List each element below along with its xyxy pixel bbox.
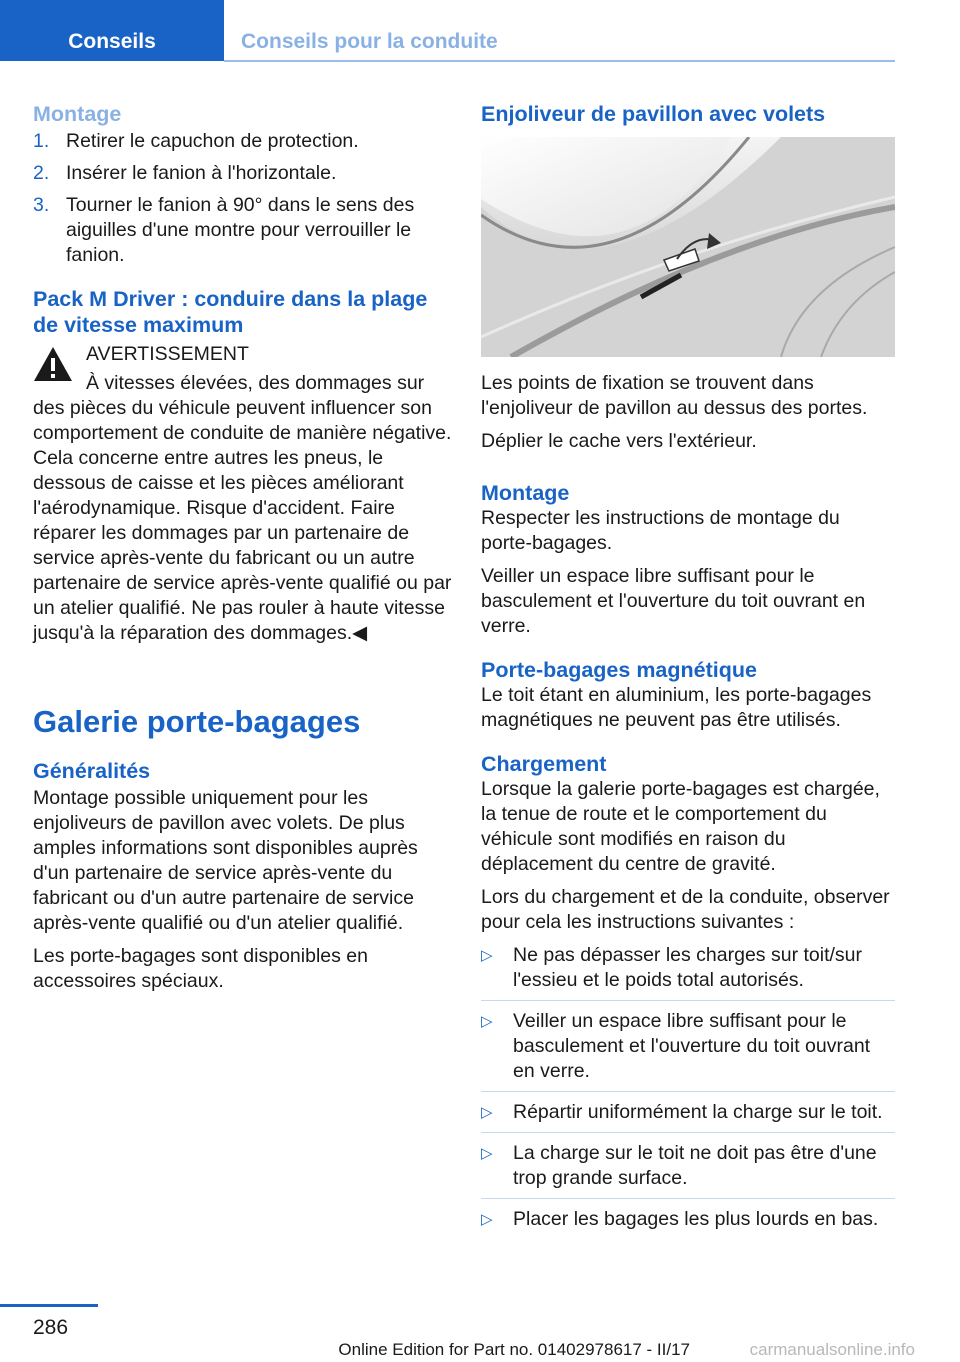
left-column: [33, 101, 453, 1002]
magnetique-paragraph: Le toit étant en aluminium, les porte-bagages magnétiques ne peuvent pas être utilisés.: [481, 684, 872, 731]
magnetique-heading: Porte-bagages magnétique: [481, 658, 757, 682]
warning-title: AVERTISSEMENT: [86, 343, 249, 365]
end-mark-icon: ◀: [352, 622, 368, 644]
watermark: carmanualsonline.info: [749, 1340, 915, 1359]
step-text: Retirer le capuchon de protection.: [66, 130, 359, 152]
generalites-heading: Généralités: [33, 759, 151, 783]
montage-heading: Montage: [33, 102, 122, 126]
chargement-list: [481, 943, 895, 1239]
pack-m-driver-heading: Pack M Driver : conduire dans la plage de vitesse maximum: [33, 287, 428, 337]
accessoires-paragraph: Les porte-bagages sont disponibles en accessoires spéciaux.: [33, 945, 368, 992]
triangle-right-icon: ▷: [481, 947, 493, 964]
montage-right-paragraph-2: Veiller un espace libre suffisant pour le basculement et l'ouverture du toit ouvrant en verre.: [481, 565, 866, 637]
list-item: [481, 1100, 895, 1133]
step-text: Tourner le fanion à 90° dans le sens des aiguilles d'une montre pour verrouiller le fanion.: [66, 194, 415, 266]
warning-block: [33, 342, 453, 646]
bullet-text: Veiller un espace libre suffisant pour le basculement et l'ouverture du toit ouvrant en verre.: [513, 1010, 871, 1082]
list-item: [481, 1009, 895, 1092]
list-item: [481, 1141, 895, 1199]
chargement-paragraph-2: Lors du chargement et de la conduite, observer pour cela les instructions suivantes :: [481, 886, 890, 933]
right-column: [481, 101, 895, 1247]
enjoliveur-paragraph-1: Les points de fixation se trouvent dans l'enjoliveur de pavillon au dessus des portes.: [481, 372, 868, 419]
bullet-text: La charge sur le toit ne doit pas être d'une trop grande surface.: [513, 1142, 877, 1189]
warning-triangle-icon: [33, 346, 73, 382]
edition-note: Online Edition for Part no. 01402978617 - II/17: [338, 1340, 690, 1359]
list-item: [481, 1207, 895, 1239]
generalites-paragraph: Montage possible uniquement pour les enjoliveurs de pavillon avec volets. De plus amples informations sont disponibles auprès d'un partenaire de service après-vente du fabricant ou d'un autre partenaire de service après-vente qualifié ou d'un atelier qualifié.: [33, 787, 418, 934]
page-number: 286: [33, 1316, 69, 1339]
enjoliveur-paragraph-2: Déplier le cache vers l'extérieur.: [481, 430, 757, 452]
footer-rule: [0, 1304, 98, 1307]
triangle-right-icon: ▷: [481, 1104, 493, 1121]
list-item: [33, 161, 453, 186]
triangle-right-icon: ▷: [481, 1013, 493, 1030]
montage-right-heading: Montage: [481, 481, 570, 505]
montage-right-paragraph-1: Respecter les instructions de montage du porte-bagages.: [481, 507, 840, 554]
warning-text: [33, 371, 453, 646]
list-item: [481, 943, 895, 1001]
montage-steps: [33, 129, 453, 268]
roof-trim-photo: [481, 137, 895, 357]
triangle-right-icon: ▷: [481, 1145, 493, 1162]
step-text: Insérer le fanion à l'horizontale.: [66, 162, 337, 184]
breadcrumb[interactable]: Conseils pour la conduite: [241, 30, 498, 53]
list-item: [33, 193, 453, 268]
step-number: 2.: [33, 162, 50, 184]
warning-body: À vitesses élevées, des dommages sur des pièces du véhicule peuvent influencer son comportement de conduite de manière négative. Cela concerne entre autres les pneus, le dessous de caisse et les pièces améliorant l'aérodynamique. Risque d'accident. Faire réparer les dommages par un partenaire de service après-vente du fabricant ou un autre partenaire de service après-vente qualifié ou par un atelier qualifié. Ne pas rouler à haute vitesse jusqu'à la réparation des dommages.: [33, 372, 452, 644]
header-rule: [224, 60, 895, 62]
bullet-text: Répartir uniformément la charge sur le toit.: [513, 1101, 883, 1123]
chargement-heading: Chargement: [481, 752, 607, 776]
bullet-text: Ne pas dépasser les charges sur toit/sur l'essieu et le poids total autorisés.: [513, 944, 863, 991]
triangle-right-icon: ▷: [481, 1211, 493, 1228]
enjoliveur-heading: Enjoliveur de pavillon avec volets: [481, 102, 826, 126]
chapter-tab-label[interactable]: Conseils: [68, 30, 156, 53]
chargement-paragraph-1: Lorsque la galerie porte-bagages est chargée, la tenue de route et le comportement du véhicule sont modifiés en raison du déplacement du centre de gravité.: [481, 778, 880, 875]
step-number: 1.: [33, 130, 50, 152]
galerie-heading: Galerie porte-bagages: [33, 704, 361, 739]
list-item: [33, 129, 453, 154]
step-number: 3.: [33, 194, 50, 216]
bullet-text: Placer les bagages les plus lourds en bas.: [513, 1208, 879, 1230]
